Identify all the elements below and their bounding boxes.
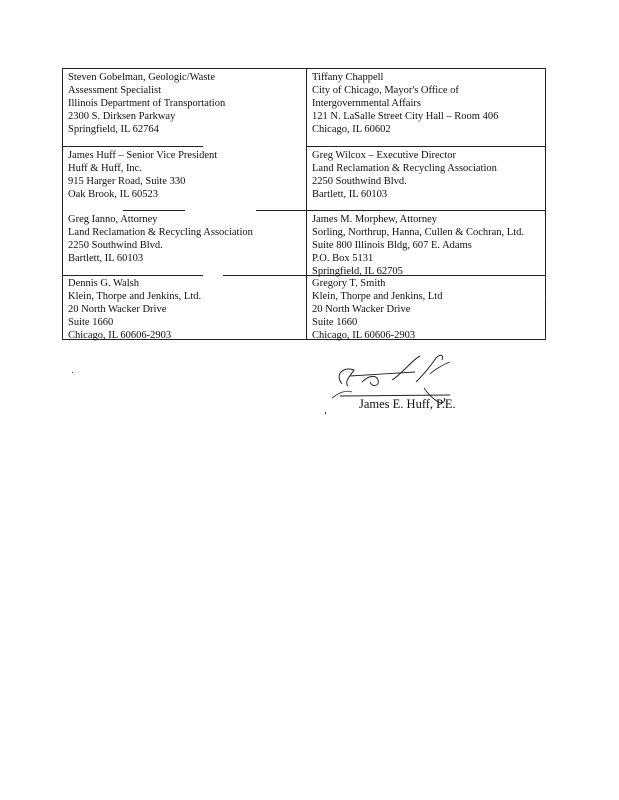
address-line: Greg Wilcox – Executive Director [312, 150, 456, 161]
address-line: Chicago, IL 60606-2903 [312, 330, 416, 341]
signer-name: James E. Huff, P.E. [359, 397, 456, 411]
address-line: James Huff – Senior Vice President [68, 150, 218, 161]
recipient-block-steven-gobelman [68, 71, 225, 136]
address-line: Oak Brook, IL 60523 [68, 189, 159, 200]
address-line: Assessment Specialist [68, 85, 162, 96]
address-line: Illinois Department of Transportation [68, 98, 226, 109]
recipient-block-tiffany-chappell [312, 71, 498, 136]
row-rule [63, 146, 203, 147]
scan-speck [72, 372, 73, 373]
address-line: City of Chicago, Mayor's Office of [312, 85, 459, 96]
address-line: 20 North Wacker Drive [68, 304, 167, 315]
address-line: 2300 S. Dirksen Parkway [68, 111, 176, 122]
service-list-table [62, 68, 546, 340]
address-line: Greg Ianno, Attorney [68, 214, 158, 225]
scan-speck [545, 296, 546, 300]
address-line: Land Reclamation & Recycling Association [68, 227, 253, 238]
address-line: P.O. Box 5131 [312, 253, 374, 264]
address-line: Sorling, Northrup, Hanna, Cullen & Cochran, Ltd. [312, 227, 525, 238]
address-line: Springfield, IL 62764 [68, 124, 159, 135]
recipient-block-dennis-walsh [68, 277, 201, 342]
row-rule [306, 210, 545, 211]
recipient-block-james-huff [68, 149, 217, 201]
address-line: Springfield, IL 62705 [312, 266, 403, 277]
address-line: 20 North Wacker Drive [312, 304, 411, 315]
address-line: James M. Morphew, Attorney [312, 214, 438, 225]
address-line: Steven Gobelman, Geologic/Waste [68, 72, 215, 83]
recipient-block-james-morphew [312, 213, 524, 278]
address-line: Land Reclamation & Recycling Association [312, 163, 497, 174]
address-line: Klein, Thorpe and Jenkins, Ltd. [68, 291, 202, 302]
address-line: 915 Harger Road, Suite 330 [68, 176, 186, 187]
row-rule [123, 210, 185, 211]
address-line: 121 N. LaSalle Street City Hall – Room 406 [312, 111, 499, 122]
address-line: Suite 800 Illinois Bldg, 607 E. Adams [312, 240, 472, 251]
row-rule [306, 146, 545, 147]
column-divider [306, 69, 307, 339]
address-line: Bartlett, IL 60103 [312, 189, 388, 200]
address-line: 2250 Southwind Blvd. [68, 240, 163, 251]
recipient-block-greg-ianno [68, 213, 253, 265]
address-line: Bartlett, IL 60103 [68, 253, 144, 264]
row-rule [256, 210, 308, 211]
address-line: Klein, Thorpe and Jenkins, Ltd [312, 291, 443, 302]
row-rule [63, 275, 203, 276]
address-line: Huff & Huff, Inc. [68, 163, 142, 174]
scan-speck [325, 412, 326, 414]
address-line: 2250 Southwind Blvd. [312, 176, 407, 187]
address-line: Tiffany Chappell [312, 72, 384, 83]
address-line: Suite 1660 [68, 317, 114, 328]
recipient-block-gregory-smith [312, 277, 442, 342]
address-line: Intergovernmental Affairs [312, 98, 421, 109]
address-line: Dennis G. Walsh [68, 278, 139, 289]
address-line: Suite 1660 [312, 317, 358, 328]
address-line: Gregory T. Smith [312, 278, 386, 289]
address-line: Chicago, IL 60606-2903 [68, 330, 172, 341]
recipient-block-greg-wilcox [312, 149, 497, 201]
address-line: Chicago, IL 60602 [312, 124, 391, 135]
